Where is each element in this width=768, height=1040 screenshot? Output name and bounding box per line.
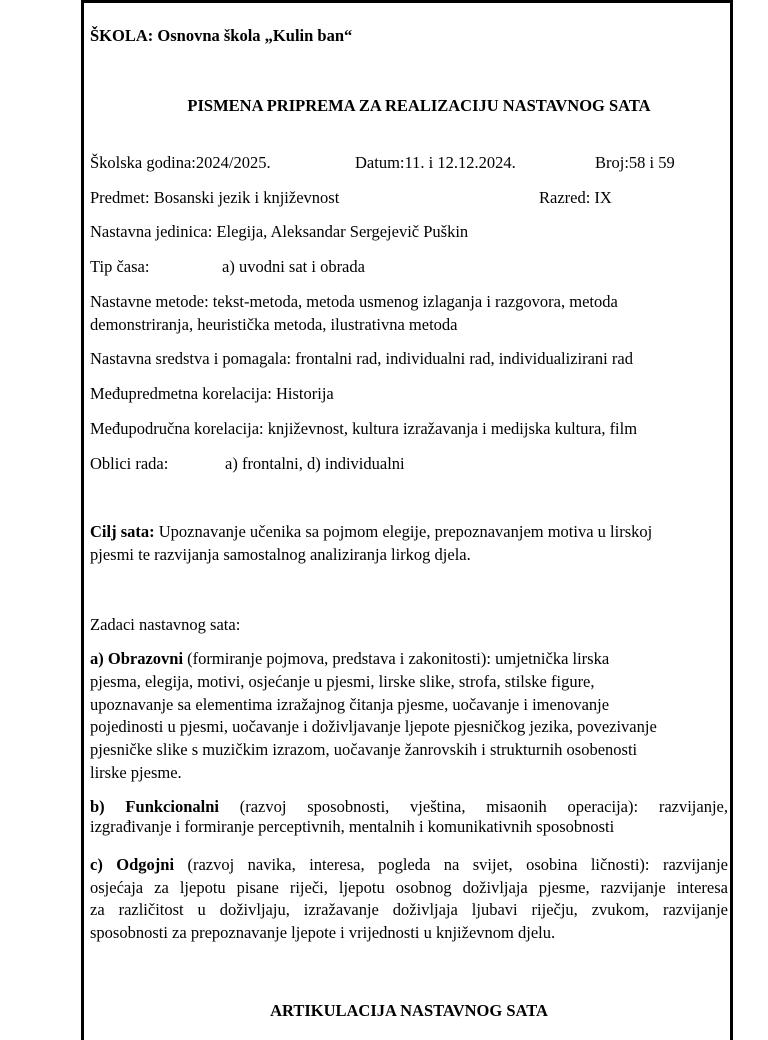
task-c-line-3: za različitost u doživljaju, izražavanje doživljaja ljubavi riječju, zvukom, razvijanje [90,900,728,919]
methods-line-2: demonstriranja, heuristička metoda, ilustrativna metoda [90,315,458,334]
task-c-line-2: osjećaja za ljepotu pisane riječi, ljepotu osobnog doživljaja pjesme, razvijanje interesa [90,878,728,897]
work-forms-label: Oblici rada: [90,454,169,473]
task-a-line-4: pojedinosti u pjesmi, uočavanje i doživljavanje ljepote pjesničkog jezika, povezivanje [90,717,657,736]
teaching-means: Nastavna sredstva i pomagala: frontalni rad, individualni rad, individualizirani rad [90,349,633,368]
task-a-label: a) Obrazovni [90,649,184,668]
task-b-line-2: izgrađivanje i formiranje perceptivnih, mentalnih i komunikativnih sposobnosti [90,817,615,836]
tasks-heading: Zadaci nastavnog sata: [90,615,241,634]
school-name: Osnovna škola „Kulin ban“ [157,26,353,45]
school-year: Školska godina:2024/2025. [90,153,271,172]
document-body [90,0,728,1024]
document-title: PISMENA PRIPREMA ZA REALIZACIJU NASTAVNOG SATA [187,96,651,115]
inter-subject-correlation: Međupredmetna korelacija: Historija [90,384,334,403]
goal-text-1: Upoznavanje učenika sa pojmom elegije, prepoznavanjem motiva u lirskoj [154,522,653,541]
lesson-date: Datum:11. i 12.12.2024. [355,153,516,172]
task-c-line-4: sposobnosti za prepoznavanje ljepote i vrijednosti u književnom djelu. [90,923,556,942]
articulation-title: ARTIKULACIJA NASTAVNOG SATA [270,1001,548,1020]
task-a-line-6: lirske pjesme. [90,763,182,782]
grade: Razred: IX [539,188,612,207]
task-a-line-3: upoznavanje sa elementima izražajnog čitanja pjesme, uočavanje i imenovanje [90,695,610,714]
task-c-line-1 [90,853,728,876]
school-line [90,24,352,47]
task-a-line-2: pjesma, elegija, motivi, osjećanje u pjesmi, lirske slike, strofa, stilske figure, [90,672,595,691]
methods-line-1: Nastavne metode: tekst-metoda, metoda usmenog izlaganja i razgovora, metoda [90,292,618,311]
task-c-text-1: (razvoj navika, interesa, pogleda na svijet, osobina ličnosti): razvijanje [174,855,728,874]
task-a-text-1: (formiranje pojmova, predstava i zakonitosti): umjetnička lirska [183,649,610,668]
work-forms-value: a) frontalni, d) individualni [225,454,405,473]
inter-area-correlation: Međupodručna korelacija: književnost, kultura izražavanja i medijska kultura, film [90,419,638,438]
lesson-type-label: Tip časa: [90,257,150,276]
school-label: ŠKOLA: [90,26,154,45]
goal-label: Cilj sata: [90,522,155,541]
lesson-type-value: a) uvodni sat i obrada [222,257,365,276]
teaching-unit: Nastavna jedinica: Elegija, Aleksandar Sergejevič Puškin [90,222,469,241]
lesson-number: Broj:58 i 59 [595,153,675,172]
goal-line-2: pjesmi te razvijanja samostalnog analiziranja lirkog djela. [90,545,471,564]
subject: Predmet: Bosanski jezik i književnost [90,188,340,207]
task-b-text-1: (razvoj sposobnosti, vještina, misaonih operacija): razvijanje, [218,797,728,816]
task-c-label: c) Odgojni [90,855,175,874]
task-b-label: b) Funkcionalni [90,797,219,816]
goal-line-1 [90,520,652,543]
task-a-line-5: pjesničke slike s muzičkim izrazom, uočavanje žanrovskih i strukturnih osobenosti [90,740,638,759]
task-a-line-1 [90,647,609,670]
